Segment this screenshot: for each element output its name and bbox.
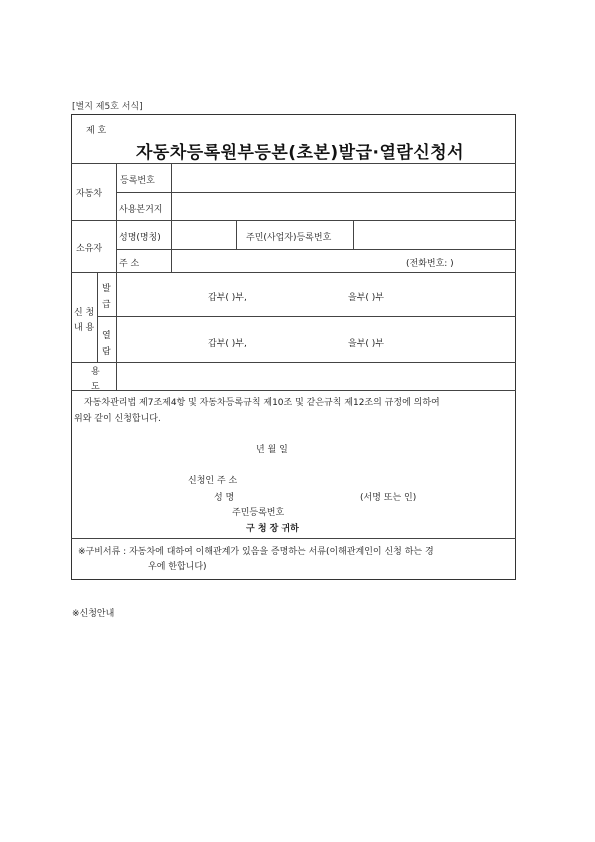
issue-label: 급 (102, 300, 111, 310)
applicant-name[interactable]: 성 명 (214, 493, 235, 503)
base-location-label: 사용본거지 (119, 205, 163, 215)
purpose-field[interactable] (118, 364, 514, 388)
purpose-label: 용 (91, 367, 100, 377)
owner-name-field[interactable] (173, 222, 234, 247)
view-label: 열 (102, 331, 111, 341)
addressee: 구 청 장 귀하 (246, 524, 299, 534)
issue-copy-a-count[interactable]: 갑부( )부, (208, 293, 247, 303)
issue-label: 발 (102, 284, 111, 294)
view-copy-b-count[interactable]: 을부( )부 (348, 339, 384, 349)
row-divider (116, 192, 516, 193)
row-divider (71, 362, 516, 363)
application-guide-note: ※신청안내 (72, 609, 115, 619)
row-divider (116, 249, 516, 250)
applicant-id[interactable]: 주민등록번호 (232, 508, 285, 518)
legal-statement: 자동차관리법 제7조제4항 및 자동차등록규칙 제10조 및 같은규칙 제12조의 규정에 의하여 (84, 398, 440, 408)
request-side-label: 신 청 (74, 308, 95, 318)
registration-number-field[interactable] (173, 165, 514, 190)
column-divider (116, 272, 117, 390)
owner-id-field[interactable] (355, 222, 514, 247)
owner-phone-label: (전화번호: ) (406, 259, 454, 269)
view-copy-a-count[interactable]: 갑부( )부, (208, 339, 247, 349)
row-divider (71, 538, 516, 539)
registration-number-label: 등록번호 (120, 176, 155, 186)
column-divider (236, 220, 237, 249)
owner-id-label: 주민(사업자)등록번호 (246, 233, 332, 243)
column-divider (171, 163, 172, 273)
owner-address-field[interactable] (173, 251, 403, 270)
row-divider (71, 220, 516, 221)
base-location-field[interactable] (173, 194, 514, 218)
request-side-label: 내 용 (74, 323, 95, 333)
legal-statement: 위와 같이 신청합니다. (74, 414, 161, 424)
form-title: 자동차등록원부등본(초본)발급·열람신청서 (136, 143, 465, 163)
view-label: 람 (102, 347, 111, 357)
column-divider (353, 220, 354, 249)
document-number-label: 제 호 (86, 126, 107, 136)
row-divider (71, 272, 516, 273)
owner-address-label: 주 소 (119, 259, 140, 269)
required-documents: 우에 한합니다) (148, 562, 207, 572)
column-divider (97, 272, 98, 362)
vehicle-section-label: 자동차 (76, 189, 103, 199)
column-divider (116, 163, 117, 273)
row-divider (97, 316, 516, 317)
annex-label: [별지 제5호 서식] (72, 102, 143, 112)
required-documents: ※구비서류 : 자동차에 대하여 이해관계가 있음을 증명하는 서류(이해관계인이 신청 하는 경 (78, 547, 434, 557)
owner-section-label: 소유자 (76, 244, 103, 254)
applicant-address[interactable]: 신청인 주 소 (188, 476, 238, 486)
purpose-label: 도 (91, 382, 100, 392)
signature-note: (서명 또는 인) (360, 493, 417, 503)
owner-name-label: 성명(명칭) (119, 233, 161, 243)
row-divider (71, 390, 516, 391)
application-date[interactable]: 년 월 일 (256, 445, 288, 455)
row-divider (71, 163, 516, 164)
issue-copy-b-count[interactable]: 을부( )부 (348, 293, 384, 303)
